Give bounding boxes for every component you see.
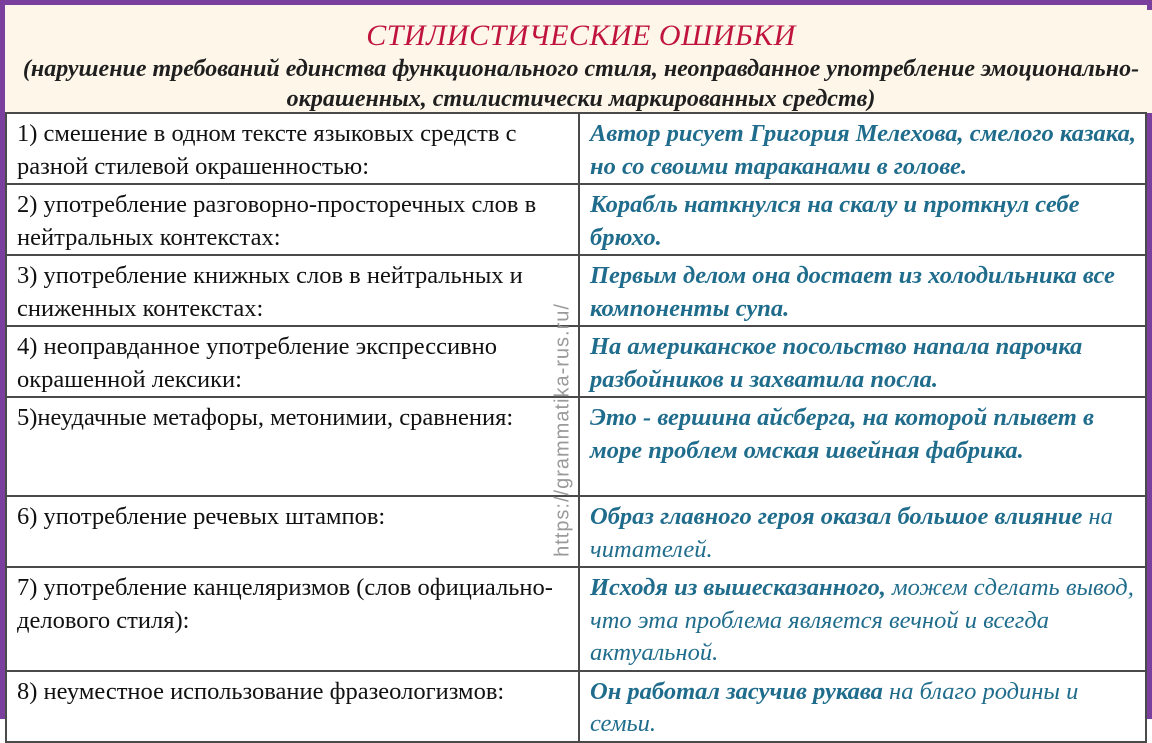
error-type-cell: 2) употребление разговорно-просторечных слов в нейтральных контекстах: <box>6 184 579 255</box>
table-row <box>6 397 1146 496</box>
example-text: Корабль наткнулся на скалу и проткнул себе брюхо. <box>590 191 1080 251</box>
example-text: Первым делом она достает из холодильника все компоненты супа. <box>590 262 1115 322</box>
table-row <box>6 326 1146 397</box>
example-cell <box>579 255 1146 326</box>
example-cell <box>579 397 1146 496</box>
table-row <box>6 184 1146 255</box>
example-text: Это - вершина айсберга, на которой плывет в море проблем омская швейная фабрика. <box>590 404 1094 464</box>
example-text: Он работал засучив рукава <box>590 677 890 705</box>
errors-table <box>5 112 1147 743</box>
example-text: На американское посольство напала парочка разбойников и захватила посла. <box>590 333 1083 393</box>
example-text: Исходя из вышесказанного, <box>590 574 893 601</box>
example-cell <box>579 184 1146 255</box>
example-cell <box>579 113 1146 184</box>
error-type-cell: 3) употребление книжных слов в нейтральных и сниженных контекстах: <box>6 255 579 326</box>
table-row <box>6 113 1146 184</box>
table-row <box>6 255 1146 326</box>
example-text: Образ главного героя оказал большое влияние <box>590 503 1089 530</box>
error-type-cell: 6) употребление речевых штампов: <box>6 496 579 567</box>
example-tail: на читателей. <box>590 503 1113 563</box>
page-title: СТИЛИСТИЧЕСКИЕ ОШИБКИ <box>366 19 796 52</box>
example-text: Автор рисует Григория Мелехова, смелого казака, но со своими тараканами в голове. <box>590 120 1136 180</box>
watermark: https://grammatika-rus.ru/ <box>551 303 574 557</box>
example-cell <box>579 326 1146 397</box>
table-row <box>6 496 1146 567</box>
error-type-cell: 5)неудачные метафоры, метонимии, сравнения: <box>6 397 579 496</box>
error-type-cell: 1) смешение в одном тексте языковых средств с разной стилевой окрашенностью: <box>6 113 579 184</box>
page-subtitle: (нарушение требований единства функционального стиля, неоправданное употребление эмоционально-окрашенных, стилистически маркированных средств) <box>22 56 1140 112</box>
error-type-cell: 8) неуместное использование фразеологизмов: <box>6 671 579 742</box>
example-tail: на благо родины и семьи. <box>590 677 1079 737</box>
error-type-cell: 7) употребление канцеляризмов (слов официально-делового стиля): <box>6 567 579 671</box>
table-row <box>6 567 1146 671</box>
error-type-cell: 4) неоправданное употребление экспрессивно окрашенной лексики: <box>6 326 579 397</box>
example-tail: можем сделать вывод, что эта проблема является вечной и всегда актуальной. <box>590 574 1134 666</box>
header <box>10 10 1152 113</box>
table-row <box>6 671 1146 742</box>
example-cell <box>579 496 1146 567</box>
example-cell <box>579 567 1146 671</box>
example-cell <box>579 671 1146 742</box>
